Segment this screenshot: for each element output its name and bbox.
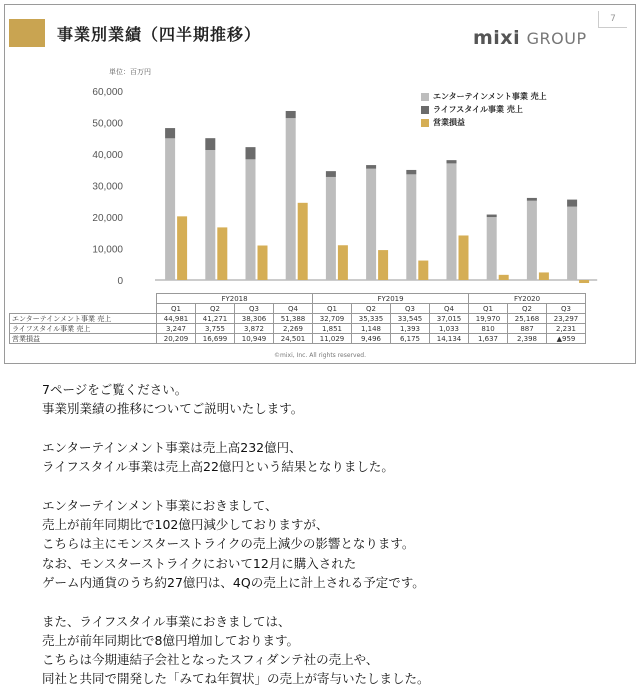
table-year-header: FY2020 xyxy=(469,294,586,304)
unit-label: 単位：百万円 xyxy=(109,68,151,76)
table-cell: 1,033 xyxy=(430,324,469,334)
table-quarter-header: Q3 xyxy=(391,304,430,314)
data-table xyxy=(9,293,586,344)
table-row xyxy=(10,324,586,334)
bar-operating xyxy=(338,245,348,280)
table-cell: 810 xyxy=(469,324,508,334)
bar-lifestyle xyxy=(527,198,537,201)
slide-title: 事業別業績（四半期推移） xyxy=(57,25,262,44)
bar-operating xyxy=(579,280,589,283)
table-cell: 3,755 xyxy=(196,324,235,334)
bar-lifestyle xyxy=(246,147,256,159)
table-cell: 20,209 xyxy=(157,334,196,344)
notes-line: ライフスタイル事業は売上高22億円という結果となりました。 xyxy=(42,459,394,475)
table-cell: 1,393 xyxy=(391,324,430,334)
notes-spacer xyxy=(42,419,430,438)
notes-line: 同社と共同で開発した「みてね年賀状」の売上が寄与いたしました。 xyxy=(42,671,430,687)
notes-line: また、ライフスタイル事業におきましては、 xyxy=(42,613,291,629)
legend-item-lifestyle xyxy=(421,104,547,117)
y-tick-label: 10,000 xyxy=(92,244,123,256)
table-cell: 33,545 xyxy=(391,314,430,324)
table-row xyxy=(10,314,586,324)
notes-line: エンターテインメント事業におきまして、 xyxy=(42,497,278,513)
table-row xyxy=(10,334,586,344)
table-quarter-row xyxy=(10,304,586,314)
table-cell: 24,501 xyxy=(274,334,313,344)
table-cell: 41,271 xyxy=(196,314,235,324)
table-cell: 19,970 xyxy=(469,314,508,324)
table-cell: 32,709 xyxy=(313,314,352,324)
bar-lifestyle xyxy=(286,111,296,118)
notes-line: エンターテインメント事業は売上高232億円、 xyxy=(42,439,302,455)
table-cell: 2,231 xyxy=(547,324,586,334)
bar-lifestyle xyxy=(447,160,457,163)
bar-operating xyxy=(177,216,187,280)
bar-operating xyxy=(499,275,509,280)
table-cell: 11,029 xyxy=(313,334,352,344)
table-cell: ▲959 xyxy=(547,334,586,344)
notes-line: 事業別業績の推移についてご説明いたします。 xyxy=(42,401,304,417)
legend-swatch-lifestyle xyxy=(421,106,429,114)
table-quarter-header: Q3 xyxy=(235,304,274,314)
notes-line: ゲーム内通貨のうち約27億円は、4Qの売上に計上される予定です。 xyxy=(42,574,425,590)
bar-operating xyxy=(459,235,469,280)
notes-line: 売上が前年同期比で102億円減少しておりますが、 xyxy=(42,517,329,533)
bar-lifestyle xyxy=(165,128,175,138)
legend-item-operating xyxy=(421,117,547,130)
table-cell: 25,168 xyxy=(508,314,547,324)
bar-entertainment xyxy=(567,207,577,280)
legend-swatch-entertainment xyxy=(421,93,429,101)
table-cell: 1,637 xyxy=(469,334,508,344)
table-year-header: FY2018 xyxy=(157,294,313,304)
bar-operating xyxy=(258,246,268,280)
legend-item-entertainment xyxy=(421,91,547,104)
notes-line: こちらは主にモンスターストライクの売上減少の影響となります。 xyxy=(42,536,415,552)
bar-lifestyle xyxy=(406,170,416,174)
table-year-header: FY2019 xyxy=(313,294,469,304)
table-cell: 887 xyxy=(508,324,547,334)
table-cell: 44,981 xyxy=(157,314,196,324)
bar-operating xyxy=(217,227,227,280)
table-cell: 2,269 xyxy=(274,324,313,334)
y-tick-label: 40,000 xyxy=(92,150,123,161)
slide xyxy=(4,4,636,364)
bar-entertainment xyxy=(487,217,497,280)
bar-entertainment xyxy=(205,150,215,280)
table-cell: 38,306 xyxy=(235,314,274,324)
bar-entertainment xyxy=(246,159,256,280)
legend-label-operating: 営業損益 xyxy=(433,118,465,127)
chart-legend xyxy=(421,91,547,130)
y-tick-label: 60,000 xyxy=(92,87,123,98)
notes-spacer xyxy=(42,592,430,611)
bar-entertainment xyxy=(527,201,537,280)
table-cell: 6,175 xyxy=(391,334,430,344)
notes-line: なお、モンスターストライクにおいて12月に購入された xyxy=(42,555,357,571)
table-row-label: 営業損益 xyxy=(10,334,157,344)
bar-entertainment xyxy=(165,138,175,280)
speaker-notes xyxy=(42,380,430,689)
page-number: 7 xyxy=(598,11,627,28)
y-tick-label: 50,000 xyxy=(92,118,123,130)
table-cell: 1,851 xyxy=(313,324,352,334)
table-quarter-header: Q3 xyxy=(547,304,586,314)
logo-main: mixi xyxy=(473,27,521,49)
table-quarter-header: Q2 xyxy=(508,304,547,314)
table-cell: 9,496 xyxy=(352,334,391,344)
table-quarter-header: Q4 xyxy=(274,304,313,314)
y-tick-label: 0 xyxy=(117,276,123,287)
table-quarter-header: Q1 xyxy=(157,304,196,314)
bar-lifestyle xyxy=(366,165,376,169)
legend-label-entertainment: エンターテインメント事業 売上 xyxy=(433,92,547,101)
table-quarter-header: Q4 xyxy=(430,304,469,314)
table-row-label: エンターテインメント事業 売上 xyxy=(10,314,157,324)
table-cell: 3,247 xyxy=(157,324,196,334)
y-tick-label: 30,000 xyxy=(92,181,123,193)
table-year-row xyxy=(10,294,586,304)
table-quarter-header: Q2 xyxy=(352,304,391,314)
table-quarter-header: Q1 xyxy=(469,304,508,314)
bar-lifestyle xyxy=(326,171,336,177)
legend-label-lifestyle: ライフスタイル事業 売上 xyxy=(433,105,523,114)
bar-lifestyle xyxy=(487,215,497,218)
logo-sub: GROUP xyxy=(526,29,587,48)
table-cell: 1,148 xyxy=(352,324,391,334)
table-cell: 2,398 xyxy=(508,334,547,344)
bar-operating xyxy=(418,261,428,280)
y-tick-label: 20,000 xyxy=(92,213,123,224)
table-cell: 23,297 xyxy=(547,314,586,324)
bar-entertainment xyxy=(326,177,336,280)
notes-line: こちらは今期連結子会社となったスフィダンテ社の売上や、 xyxy=(42,652,379,668)
bar-entertainment xyxy=(406,174,416,280)
bar-operating xyxy=(539,272,549,280)
bar-entertainment xyxy=(286,118,296,280)
table-quarter-header: Q2 xyxy=(196,304,235,314)
table-cell: 10,949 xyxy=(235,334,274,344)
bar-operating xyxy=(378,250,388,280)
bar-chart xyxy=(5,5,635,295)
table-cell: 51,388 xyxy=(274,314,313,324)
bar-entertainment xyxy=(447,163,457,280)
copyright: ©mixi, Inc. All rights reserved. xyxy=(274,352,366,359)
bar-lifestyle xyxy=(205,138,215,150)
legend-swatch-operating xyxy=(421,119,429,127)
notes-line: 7ページをご覧ください。 xyxy=(42,382,188,397)
table-corner xyxy=(10,294,157,304)
table-cell: 16,699 xyxy=(196,334,235,344)
table-cell: 35,335 xyxy=(352,314,391,324)
table-corner xyxy=(10,304,157,314)
notes-spacer xyxy=(42,476,430,495)
bar-operating xyxy=(298,203,308,280)
table-cell: 14,134 xyxy=(430,334,469,344)
bar-entertainment xyxy=(366,169,376,280)
notes-line: 売上が前年同期比で8億円増加しております。 xyxy=(42,632,299,648)
table-row-label: ライフスタイル事業 売上 xyxy=(10,324,157,334)
table-cell: 3,872 xyxy=(235,324,274,334)
table-cell: 37,015 xyxy=(430,314,469,324)
table-quarter-header: Q1 xyxy=(313,304,352,314)
bar-lifestyle xyxy=(567,200,577,207)
